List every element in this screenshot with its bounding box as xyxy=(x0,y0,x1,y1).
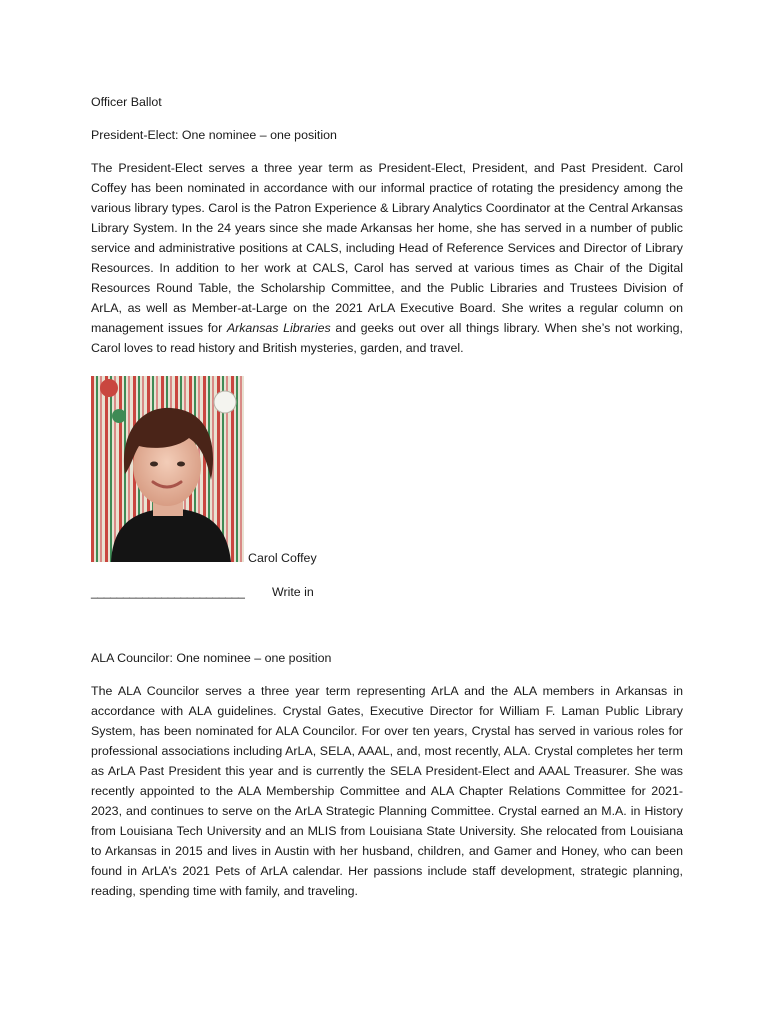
president-elect-description xyxy=(91,158,683,358)
president-elect-heading: President-Elect: One nominee – one position xyxy=(91,128,337,142)
ala-councilor-heading: ALA Councilor: One nominee – one position xyxy=(91,651,332,665)
nominee-photo-row xyxy=(91,376,683,568)
writein-blank-line[interactable]: ________________________ xyxy=(91,585,245,599)
nominee-name-caption: Carol Coffey xyxy=(248,551,317,565)
president-elect-description-end: and geeks out over all things library. When she’s not working, Carol loves to read history and British mysteries, garden, and travel. xyxy=(91,321,683,355)
ala-councilor-description: The ALA Councilor serves a three year term representing ArLA and the ALA members in Arkansas in accordance with ALA guidelines. Crystal Gates, Executive Director for William F. Laman Public Library System, has been nominated for ALA Councilor. For over ten years, Crystal has served in various roles for professional associations including ArLA, SELA, AAAL, and, most recently, ALA. Crystal completes her term as ArLA Past President this year and is currently the SELA President-Elect and AAAL Treasurer. She was recently appointed to the ALA Membership Committee and ALA Chapter Relations Committee for 2021-2023, and continues to serve on the ArLA Strategic Planning Committee. Crystal earned an M.A. in History from Louisiana Tech University and an MLIS from Louisiana State University. She relocated from Louisiana to Arkansas in 2015 and lives in Austin with her husband, children, and Gamer and Honey, who can been found in ArLA’s 2021 Pets of ArLA calendar. Her passions include staff development, strategic planning, reading, spending time with family, and traveling. xyxy=(91,684,683,898)
publication-title: Arkansas Libraries xyxy=(226,321,331,335)
writein-row xyxy=(91,582,683,602)
ballot-document xyxy=(91,92,683,901)
document-title: Officer Ballot xyxy=(91,95,162,109)
nominee-photo xyxy=(91,376,244,562)
nominee-portrait-image xyxy=(91,376,244,562)
writein-label: Write in xyxy=(272,585,314,599)
president-elect-description-text: The President-Elect serves a three year term as President-Elect, President, and Past President. Carol Coffey has been nominated in accordance with our informal practice of rotating the presidency among the various library types. Carol is the Patron Experience & Library Analytics Coordinator at the Central Arkansas Library System. In the 24 years since she made Arkansas her home, she has served in a number of public service and administrative positions at CALS, including Head of Reference Services and Director of Library Resources. In addition to her work at CALS, Carol has served at various times as Chair of the Digital Resources Round Table, the Scholarship Committee, and the Public Libraries and Trustees Division of ArLA, as well as Member-at-Large on the 2021 ArLA Executive Board. She writes a regular column on management issues for xyxy=(91,161,683,335)
